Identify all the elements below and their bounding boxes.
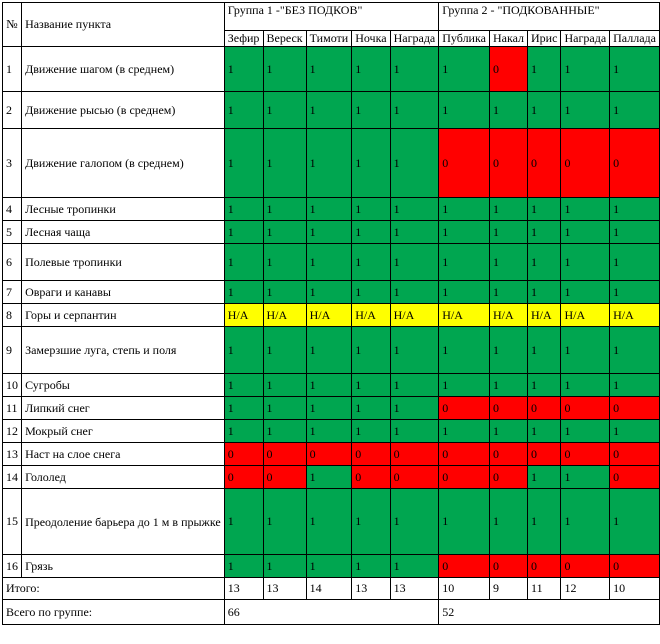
- horse-name-header: Зефир: [224, 31, 263, 47]
- result-cell: 1: [263, 374, 306, 397]
- item-name: Движение рысью (в среднем): [22, 92, 225, 129]
- table-row: [3, 397, 660, 420]
- table-row: [3, 466, 660, 489]
- result-cell: 1: [306, 420, 352, 443]
- result-cell: 0: [439, 443, 490, 466]
- result-cell: 0: [610, 129, 660, 198]
- result-cell: 1: [439, 327, 490, 374]
- result-cell: 1: [263, 555, 306, 578]
- result-cell: 0: [610, 555, 660, 578]
- result-cell: 1: [306, 397, 352, 420]
- result-cell: 0: [610, 397, 660, 420]
- table-row: [3, 555, 660, 578]
- item-name: Мокрый снег: [22, 420, 225, 443]
- result-cell: 0: [610, 466, 660, 489]
- result-cell: 1: [224, 244, 263, 281]
- result-cell: 1: [352, 489, 390, 555]
- horse-name-header: Награда: [390, 31, 439, 47]
- result-cell: 1: [390, 198, 439, 221]
- result-cell: 1: [306, 281, 352, 304]
- result-cell: 1: [439, 47, 490, 92]
- result-cell: 1: [489, 281, 527, 304]
- result-cell: 0: [561, 397, 610, 420]
- row-number: 8: [3, 304, 22, 327]
- result-cell: Н/А: [224, 304, 263, 327]
- result-cell: 1: [352, 244, 390, 281]
- result-cell: 1: [263, 281, 306, 304]
- result-cell: 1: [439, 489, 490, 555]
- result-cell: 1: [390, 129, 439, 198]
- result-cell: 1: [306, 47, 352, 92]
- result-cell: 1: [439, 198, 490, 221]
- result-cell: 1: [439, 281, 490, 304]
- number-column-header: №: [3, 3, 22, 47]
- row-number: 15: [3, 489, 22, 555]
- item-name: Полевые тропинки: [22, 244, 225, 281]
- result-cell: 1: [306, 374, 352, 397]
- result-cell: 1: [610, 281, 660, 304]
- result-cell: 1: [352, 327, 390, 374]
- result-cell: 0: [528, 443, 561, 466]
- table-row: [3, 443, 660, 466]
- result-cell: 1: [390, 244, 439, 281]
- result-cell: 1: [528, 420, 561, 443]
- result-cell: 0: [489, 555, 527, 578]
- result-cell: 1: [390, 397, 439, 420]
- result-cell: 1: [263, 327, 306, 374]
- result-cell: 0: [489, 397, 527, 420]
- result-cell: 1: [489, 489, 527, 555]
- result-cell: 1: [306, 327, 352, 374]
- table-row: [3, 198, 660, 221]
- result-cell: Н/А: [352, 304, 390, 327]
- result-cell: 1: [263, 221, 306, 244]
- result-cell: 1: [561, 92, 610, 129]
- table-row: [3, 47, 660, 92]
- result-cell: 1: [610, 489, 660, 555]
- result-cell: 1: [224, 129, 263, 198]
- result-cell: 0: [561, 129, 610, 198]
- result-cell: 1: [390, 555, 439, 578]
- horse-name-header: Ирис: [528, 31, 561, 47]
- result-cell: 1: [561, 374, 610, 397]
- result-cell: 0: [263, 443, 306, 466]
- result-cell: 1: [352, 92, 390, 129]
- horse-name-header: Тимоти: [306, 31, 352, 47]
- result-cell: Н/А: [561, 304, 610, 327]
- result-cell: 1: [489, 327, 527, 374]
- result-cell: 1: [352, 129, 390, 198]
- result-cell: 1: [610, 47, 660, 92]
- result-cell: 0: [306, 443, 352, 466]
- result-cell: 1: [561, 327, 610, 374]
- result-cell: 1: [489, 244, 527, 281]
- result-cell: 1: [263, 47, 306, 92]
- result-cell: 1: [439, 221, 490, 244]
- item-name: Гололед: [22, 466, 225, 489]
- result-cell: 1: [439, 420, 490, 443]
- group-totals-label: Всего по группе:: [3, 600, 225, 625]
- result-cell: 1: [306, 555, 352, 578]
- result-cell: 1: [561, 420, 610, 443]
- result-cell: 1: [224, 47, 263, 92]
- result-cell: 1: [306, 244, 352, 281]
- result-cell: 0: [439, 129, 490, 198]
- item-name: Горы и серпантин: [22, 304, 225, 327]
- result-cell: 1: [528, 281, 561, 304]
- group-totals-row: [3, 600, 660, 625]
- totals-row: [3, 578, 660, 600]
- horse-name-header: Ночка: [352, 31, 390, 47]
- result-cell: 1: [561, 198, 610, 221]
- result-cell: 0: [528, 129, 561, 198]
- horse-name-header: Награда: [561, 31, 610, 47]
- result-cell: Н/А: [610, 304, 660, 327]
- result-cell: 1: [263, 129, 306, 198]
- results-table: [2, 2, 660, 625]
- result-cell: 1: [224, 397, 263, 420]
- result-cell: Н/А: [263, 304, 306, 327]
- result-cell: 1: [390, 489, 439, 555]
- result-cell: 1: [561, 244, 610, 281]
- result-cell: 0: [263, 466, 306, 489]
- horse-name-header: Паллада: [610, 31, 660, 47]
- result-cell: 1: [306, 466, 352, 489]
- result-cell: Н/А: [489, 304, 527, 327]
- total-value: 11: [528, 578, 561, 600]
- item-name: Движение галопом (в среднем): [22, 129, 225, 198]
- table-row: [3, 304, 660, 327]
- result-cell: 1: [610, 198, 660, 221]
- row-number: 2: [3, 92, 22, 129]
- result-cell: 1: [561, 221, 610, 244]
- result-cell: 1: [528, 374, 561, 397]
- result-cell: 1: [489, 420, 527, 443]
- row-number: 9: [3, 327, 22, 374]
- result-cell: 0: [528, 555, 561, 578]
- table-row: [3, 374, 660, 397]
- table-row: [3, 221, 660, 244]
- result-cell: 1: [390, 420, 439, 443]
- result-cell: 1: [489, 198, 527, 221]
- result-cell: 1: [390, 327, 439, 374]
- result-cell: 0: [439, 397, 490, 420]
- result-cell: 1: [489, 221, 527, 244]
- result-cell: 1: [561, 489, 610, 555]
- row-number: 5: [3, 221, 22, 244]
- table-row: [3, 420, 660, 443]
- total-value: 13: [390, 578, 439, 600]
- total-value: 10: [610, 578, 660, 600]
- result-cell: 0: [390, 443, 439, 466]
- result-cell: 1: [610, 327, 660, 374]
- horse-name-header: Вереск: [263, 31, 306, 47]
- total-value: 12: [561, 578, 610, 600]
- table-row: [3, 92, 660, 129]
- result-cell: 1: [263, 92, 306, 129]
- result-cell: 0: [489, 466, 527, 489]
- result-cell: 1: [439, 374, 490, 397]
- row-number: 11: [3, 397, 22, 420]
- row-number: 10: [3, 374, 22, 397]
- row-number: 1: [3, 47, 22, 92]
- result-cell: 0: [439, 555, 490, 578]
- item-name: Движение шагом (в среднем): [22, 47, 225, 92]
- result-cell: 1: [528, 466, 561, 489]
- item-name: Замерзшие луга, степь и поля: [22, 327, 225, 374]
- result-cell: 1: [561, 47, 610, 92]
- result-cell: 1: [352, 47, 390, 92]
- result-cell: 0: [561, 443, 610, 466]
- row-number: 14: [3, 466, 22, 489]
- result-cell: 1: [610, 420, 660, 443]
- group-header-row: [3, 3, 660, 31]
- result-cell: 1: [352, 198, 390, 221]
- table-row: [3, 244, 660, 281]
- result-cell: Н/А: [439, 304, 490, 327]
- result-cell: 1: [224, 221, 263, 244]
- result-cell: 1: [224, 420, 263, 443]
- result-cell: 1: [610, 92, 660, 129]
- result-cell: 0: [610, 443, 660, 466]
- result-cell: 1: [263, 198, 306, 221]
- result-cell: 1: [561, 466, 610, 489]
- group-1-total: 66: [224, 600, 439, 625]
- result-cell: 1: [224, 281, 263, 304]
- result-cell: 1: [390, 92, 439, 129]
- result-cell: 1: [306, 198, 352, 221]
- item-name: Липкий снег: [22, 397, 225, 420]
- total-value: 13: [352, 578, 390, 600]
- item-name-column-header: Название пункта: [22, 3, 225, 47]
- result-cell: 1: [352, 555, 390, 578]
- group-1-header: Группа 1 -"БЕЗ ПОДКОВ": [224, 3, 439, 31]
- result-cell: Н/А: [528, 304, 561, 327]
- result-cell: 1: [224, 555, 263, 578]
- result-cell: 0: [489, 129, 527, 198]
- result-cell: 0: [352, 443, 390, 466]
- row-number: 3: [3, 129, 22, 198]
- result-cell: 1: [352, 281, 390, 304]
- result-cell: 1: [263, 420, 306, 443]
- result-cell: 1: [561, 281, 610, 304]
- item-name: Лесные тропинки: [22, 198, 225, 221]
- result-cell: 1: [224, 489, 263, 555]
- total-value: 10: [439, 578, 490, 600]
- result-cell: 0: [439, 466, 490, 489]
- row-number: 4: [3, 198, 22, 221]
- table-row: [3, 489, 660, 555]
- item-name: Наст на слое снега: [22, 443, 225, 466]
- result-cell: 1: [390, 221, 439, 244]
- result-cell: 1: [489, 374, 527, 397]
- result-cell: Н/А: [390, 304, 439, 327]
- result-cell: 1: [610, 244, 660, 281]
- item-name: Сугробы: [22, 374, 225, 397]
- group-2-total: 52: [439, 600, 660, 625]
- result-cell: 1: [439, 92, 490, 129]
- result-cell: 1: [352, 397, 390, 420]
- result-cell: 0: [390, 466, 439, 489]
- result-cell: 1: [489, 92, 527, 129]
- total-value: 13: [263, 578, 306, 600]
- table-row: [3, 327, 660, 374]
- result-cell: 1: [528, 327, 561, 374]
- table-row: [3, 129, 660, 198]
- total-value: 14: [306, 578, 352, 600]
- result-cell: 1: [263, 489, 306, 555]
- result-cell: 1: [439, 244, 490, 281]
- result-cell: 1: [306, 489, 352, 555]
- row-number: 13: [3, 443, 22, 466]
- horse-name-header: Накал: [489, 31, 527, 47]
- result-cell: 0: [489, 47, 527, 92]
- result-cell: 1: [224, 374, 263, 397]
- row-number: 12: [3, 420, 22, 443]
- totals-label: Итого:: [3, 578, 225, 600]
- result-cell: 1: [263, 397, 306, 420]
- results-body: [3, 47, 660, 578]
- result-cell: 1: [528, 92, 561, 129]
- result-cell: 0: [528, 397, 561, 420]
- result-cell: 1: [528, 198, 561, 221]
- result-cell: 1: [352, 221, 390, 244]
- result-cell: 1: [528, 221, 561, 244]
- result-cell: 1: [528, 489, 561, 555]
- result-cell: 1: [610, 374, 660, 397]
- row-number: 16: [3, 555, 22, 578]
- result-cell: 0: [489, 443, 527, 466]
- total-value: 13: [224, 578, 263, 600]
- result-cell: 1: [610, 221, 660, 244]
- result-cell: 1: [390, 374, 439, 397]
- result-cell: 0: [561, 555, 610, 578]
- row-number: 7: [3, 281, 22, 304]
- result-cell: 1: [224, 92, 263, 129]
- item-name: Лесная чаща: [22, 221, 225, 244]
- row-number: 6: [3, 244, 22, 281]
- result-cell: 1: [528, 244, 561, 281]
- result-cell: 1: [224, 327, 263, 374]
- result-cell: 1: [306, 129, 352, 198]
- result-cell: 0: [224, 443, 263, 466]
- result-cell: 1: [528, 47, 561, 92]
- horse-name-header: Публика: [439, 31, 490, 47]
- result-cell: 1: [352, 420, 390, 443]
- total-value: 9: [489, 578, 527, 600]
- item-name: Преодоление барьера до 1 м в прыжке: [22, 489, 225, 555]
- result-cell: 1: [352, 374, 390, 397]
- item-name: Овраги и канавы: [22, 281, 225, 304]
- result-cell: 1: [390, 281, 439, 304]
- result-cell: 1: [306, 221, 352, 244]
- result-cell: 1: [390, 47, 439, 92]
- group-2-header: Группа 2 - "ПОДКОВАННЫЕ": [439, 3, 660, 31]
- result-cell: Н/А: [306, 304, 352, 327]
- item-name: Грязь: [22, 555, 225, 578]
- result-cell: 1: [263, 244, 306, 281]
- result-cell: 1: [306, 92, 352, 129]
- table-row: [3, 281, 660, 304]
- result-cell: 0: [352, 466, 390, 489]
- result-cell: 1: [224, 198, 263, 221]
- result-cell: 0: [224, 466, 263, 489]
